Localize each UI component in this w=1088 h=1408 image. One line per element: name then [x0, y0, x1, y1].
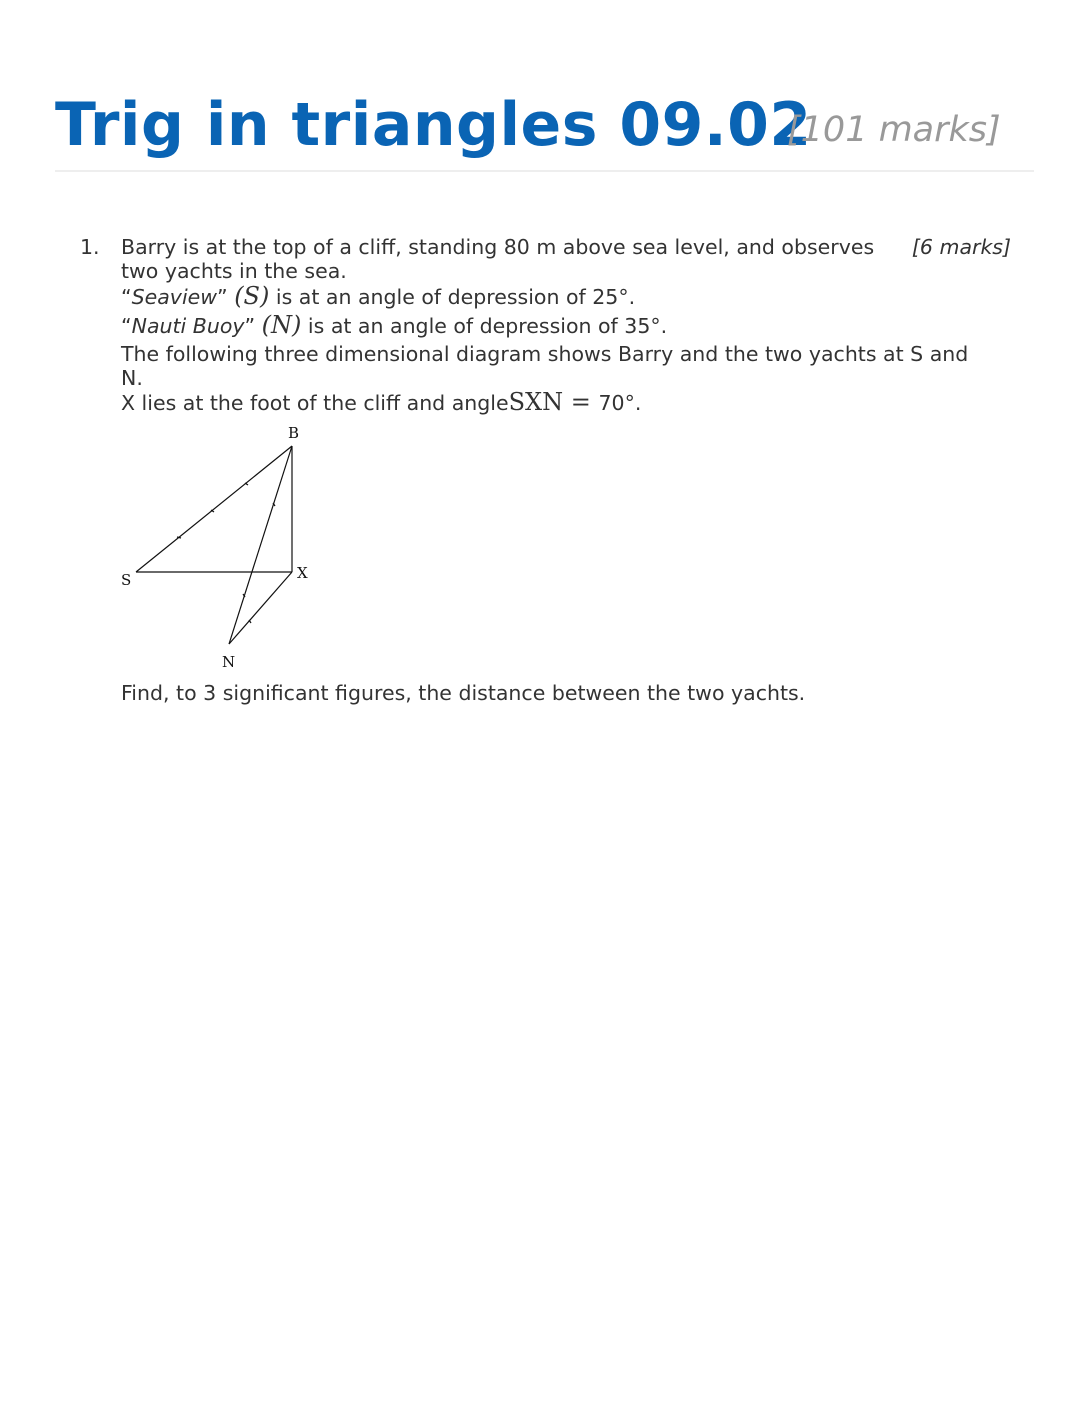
line-b-s	[136, 446, 292, 572]
diagram-line-2: N.	[121, 366, 143, 390]
yacht-s-name: Seaview	[131, 285, 218, 309]
yacht-n-symbol: (N)	[261, 311, 302, 339]
label-b: B	[288, 424, 300, 442]
tick-mark	[245, 483, 248, 485]
cliff-yachts-diagram	[110, 420, 330, 675]
intro-line-1: Barry is at the top of a cliff, standing 80 m above sea level, and observes	[121, 235, 875, 259]
yacht-n-statement	[121, 313, 667, 338]
question-number: 1.	[80, 235, 100, 259]
diagram-line-1: The following three dimensional diagram shows Barry and the two yachts at S and	[121, 342, 969, 366]
find-instruction: Find, to 3 significant figures, the distance between the two yachts.	[121, 681, 806, 705]
angle-statement	[121, 390, 641, 415]
label-x: X	[297, 564, 308, 582]
yacht-n-name: Nauti Buoy	[131, 314, 245, 338]
question-marks: [6 marks]	[911, 235, 1011, 259]
yacht-s-symbol: (S)	[234, 282, 270, 310]
label-s: S	[121, 571, 132, 589]
close-quote: ”	[244, 314, 256, 338]
open-quote: “	[121, 285, 132, 309]
angle-math: SXN =	[508, 388, 599, 416]
open-quote: “	[121, 314, 132, 338]
line-b-n	[229, 446, 292, 644]
page-header	[55, 88, 1034, 172]
total-marks: [101 marks]	[787, 110, 1001, 150]
page-title: Trig in triangles 09.02	[55, 90, 812, 160]
label-n: N	[222, 653, 236, 671]
yacht-n-text: is at an angle of depression of 35°.	[307, 314, 668, 338]
close-quote: ”	[217, 285, 228, 309]
yacht-s-text: is at an angle of depression of 25°.	[275, 285, 636, 309]
angle-value: 70°.	[598, 391, 642, 415]
yacht-s-statement	[121, 284, 635, 309]
line-x-n	[229, 572, 292, 644]
intro-line-2: two yachts in the sea.	[121, 259, 347, 283]
tick-mark	[249, 620, 251, 623]
angle-prefix: X lies at the foot of the cliff and angle	[121, 391, 509, 415]
